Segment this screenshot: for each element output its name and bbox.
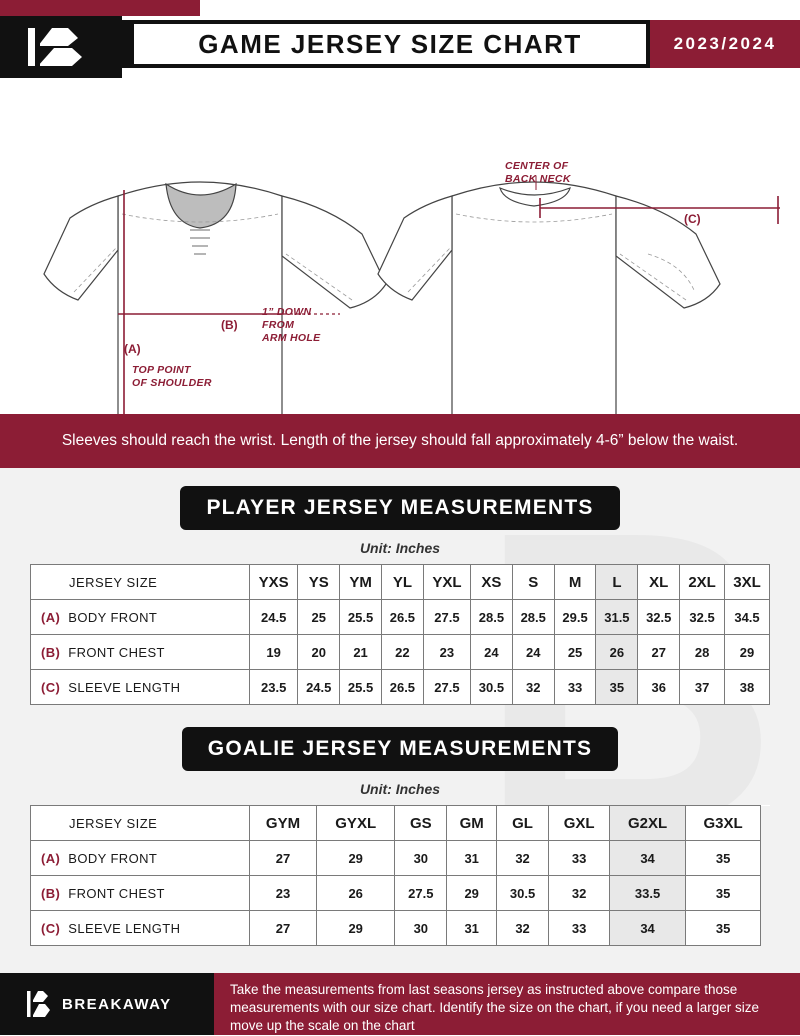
annotation-down-from-arm-hole: 1” DOWN FROM ARM HOLE [262,306,321,345]
measurement-cell: 27.5 [395,876,447,911]
goalie-unit-label: Unit: Inches [359,781,441,798]
measurement-cell: 35 [596,670,638,705]
season-year-badge: 2023/2024 [650,20,800,68]
column-header-xs: XS [471,565,513,600]
table-row [31,876,770,911]
measurement-cell: 26.5 [381,670,423,705]
measurement-label: (A) BODY FRONT [31,841,250,876]
table-header-row [31,806,770,841]
measurement-cell: 31 [447,841,497,876]
table-row [31,600,770,635]
breakaway-b-logo-icon-small [26,988,52,1020]
column-header-gym: GYM [250,806,317,841]
empty-cell [761,841,770,876]
measurement-cell: 33.5 [610,876,686,911]
player-jersey-section [0,468,800,705]
measurement-cell: 37 [680,670,725,705]
measurement-cell: 30.5 [497,876,549,911]
measurement-cell: 24.5 [250,600,298,635]
goalie-jersey-section [0,705,800,946]
measurement-cell: 23 [250,876,317,911]
measurement-cell: 30 [395,841,447,876]
column-header-xl: XL [638,565,680,600]
empty-cell [761,876,770,911]
measurement-cell: 29 [316,841,394,876]
column-header-gs: GS [395,806,447,841]
measurement-cell: 27 [250,911,317,946]
measurement-cell: 30 [395,911,447,946]
measurement-marker: (A) [41,850,61,866]
column-header-yxs: YXS [250,565,298,600]
marker-a-illustration: (A) [124,342,141,356]
measurement-cell: 32 [548,876,609,911]
player-section-heading: PLAYER JERSEY MEASUREMENTS [180,486,619,530]
measurement-cell: 34 [610,911,686,946]
measurement-cell: 21 [340,635,382,670]
measurement-cell: 33 [548,841,609,876]
measurement-cell: 27.5 [423,600,470,635]
measurement-label: (B) FRONT CHEST [31,876,250,911]
jersey-diagram [0,78,800,414]
jersey-size-corner-label: JERSEY SIZE [31,565,250,600]
footer-instructions: Take the measurements from last seasons jersey as instructed above compare those measurements with our size chart. Identify the size on the chart, if you need a larger size move up the scale on the chart [214,973,800,1035]
column-header-s: S [512,565,554,600]
footer-brand-name: BREAKAWAY [62,995,172,1013]
measurement-cell: 36 [638,670,680,705]
measurement-cell: 20 [298,635,340,670]
table-row [31,841,770,876]
sleeve-length-note: Sleeves should reach the wrist. Length of the jersey should fall approximately 4-6” below the waist. [0,414,800,468]
column-header-gyxl: GYXL [316,806,394,841]
column-header-gl: GL [497,806,549,841]
breakaway-b-logo-icon [24,22,102,72]
table-row [31,911,770,946]
page-title-container [134,24,646,64]
page-footer [0,973,800,1035]
column-header-ym: YM [340,565,382,600]
measurement-cell: 26.5 [381,600,423,635]
measurement-cell: 35 [685,911,761,946]
goalie-measurements-table [30,805,770,946]
column-header-gxl: GXL [548,806,609,841]
measurement-cell: 33 [554,670,596,705]
measurement-cell: 28.5 [512,600,554,635]
marker-b-illustration: (B) [221,318,238,332]
measurement-cell: 38 [725,670,770,705]
measurement-label: (C) SLEEVE LENGTH [31,670,250,705]
measurement-cell: 19 [250,635,298,670]
column-header-yl: YL [381,565,423,600]
measurement-cell: 27 [638,635,680,670]
measurement-cell: 24.5 [298,670,340,705]
measurement-cell: 27 [250,841,317,876]
annotation-top-point-of-shoulder: TOP POINT OF SHOULDER [132,364,212,390]
measurement-cell: 29 [447,876,497,911]
column-header-l: L [596,565,638,600]
header-accent-bar [0,0,200,16]
column-header-3xl: 3XL [725,565,770,600]
measurement-marker: (B) [41,644,61,660]
jersey-size-corner-label: JERSEY SIZE [31,806,250,841]
column-header-m: M [554,565,596,600]
measurement-cell: 31.5 [596,600,638,635]
column-header-yxl: YXL [423,565,470,600]
table-row [31,670,770,705]
goalie-section-heading: GOALIE JERSEY MEASUREMENTS [182,727,618,771]
measurement-marker: (B) [41,885,61,901]
measurement-cell: 27.5 [423,670,470,705]
measurement-cell: 23 [423,635,470,670]
measurement-marker: (C) [41,920,61,936]
measurement-cell: 22 [381,635,423,670]
measurement-cell: 35 [685,876,761,911]
measurement-cell: 25.5 [340,600,382,635]
player-measurements-table [30,564,770,705]
column-header-g2xl: G2XL [610,806,686,841]
measurement-cell: 32.5 [680,600,725,635]
measurement-cell: 24 [471,635,513,670]
measurement-cell: 32 [497,911,549,946]
measurement-cell: 25.5 [340,670,382,705]
measurement-cell: 32 [497,841,549,876]
measurement-cell: 32 [512,670,554,705]
empty-cell [761,806,770,841]
measurement-cell: 32.5 [638,600,680,635]
measurement-cell: 28.5 [471,600,513,635]
measurement-cell: 29 [725,635,770,670]
measurement-cell: 30.5 [471,670,513,705]
measurement-label: (C) SLEEVE LENGTH [31,911,250,946]
measurement-marker: (A) [41,609,61,625]
footer-brand-block [0,973,214,1035]
column-header-2xl: 2XL [680,565,725,600]
measurement-cell: 24 [512,635,554,670]
table-header-row [31,565,770,600]
column-header-g3xl: G3XL [685,806,761,841]
measurement-cell: 29 [316,911,394,946]
measurement-cell: 25 [554,635,596,670]
measurement-cell: 31 [447,911,497,946]
measurement-label: (A) BODY FRONT [31,600,250,635]
column-header-ys: YS [298,565,340,600]
measurement-cell: 34.5 [725,600,770,635]
measurement-cell: 34 [610,841,686,876]
measurement-cell: 25 [298,600,340,635]
measurement-cell: 33 [548,911,609,946]
annotation-center-back-neck: CENTER OF BACK NECK [505,160,571,186]
measurement-marker: (C) [41,679,61,695]
measurement-cell: 29.5 [554,600,596,635]
player-unit-label: Unit: Inches [359,540,441,557]
measurement-cell: 23.5 [250,670,298,705]
empty-cell [761,911,770,946]
measurement-cell: 26 [316,876,394,911]
jersey-illustration-area [0,78,800,414]
table-row [31,635,770,670]
measurement-cell: 26 [596,635,638,670]
column-header-gm: GM [447,806,497,841]
page-header [0,0,800,78]
page-title: GAME JERSEY SIZE CHART [198,28,582,59]
marker-c-illustration: (C) [684,212,701,226]
measurement-cell: 35 [685,841,761,876]
measurement-label: (B) FRONT CHEST [31,635,250,670]
measurement-cell: 28 [680,635,725,670]
